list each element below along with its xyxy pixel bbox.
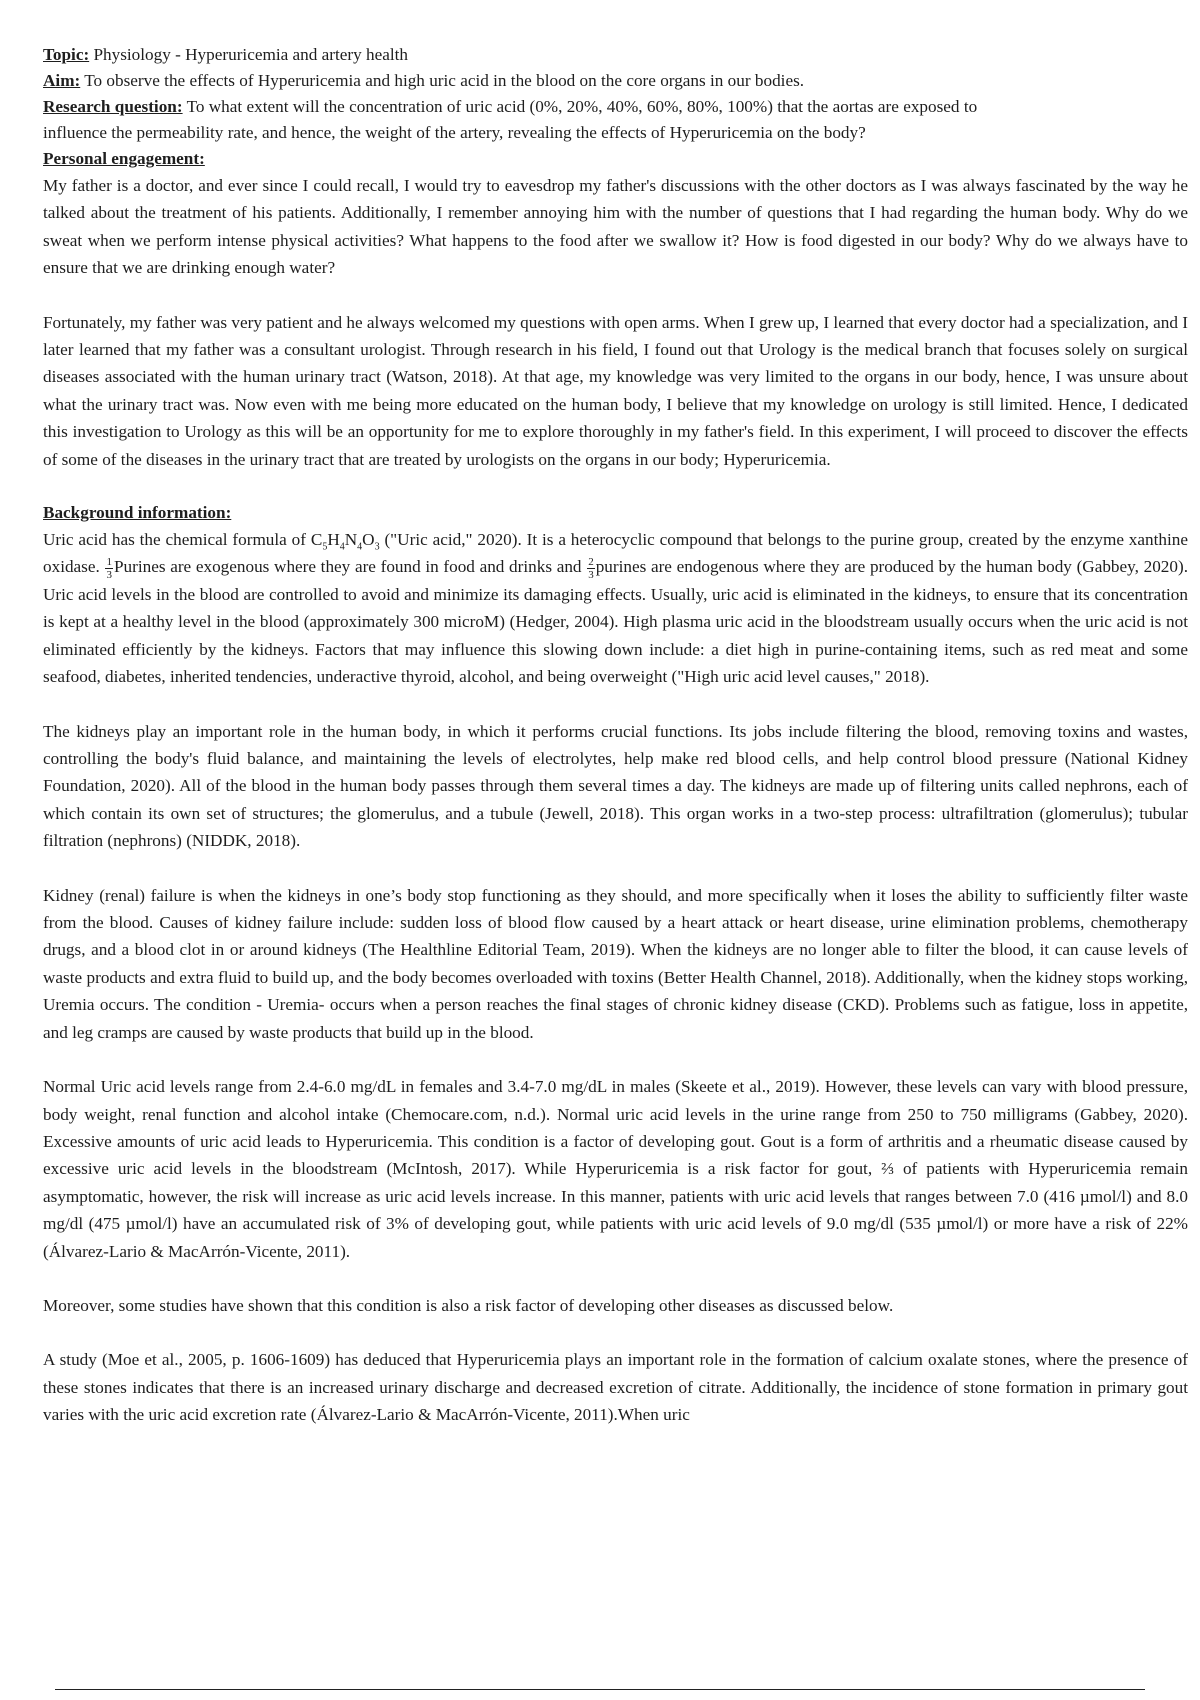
- background-label: Background information:: [43, 503, 232, 523]
- purines-exogenous-text: Purines are exogenous where they are found in food and drinks and: [113, 557, 587, 577]
- aim-label: Aim:: [43, 71, 81, 90]
- formula-sub-h: 4: [339, 541, 345, 553]
- page-bottom-rule: [55, 1689, 1145, 1690]
- personal-engagement-label: Personal engagement:: [43, 149, 205, 168]
- research-question-line: [43, 94, 1188, 146]
- aim-line: [43, 68, 1188, 94]
- background-paragraph-3: Kidney (renal) failure is when the kidneys in one’s body stop functioning as they should, and more specifically when it loses the ability to sufficiently filter waste from the blood. Causes of kidney failure include: sudden loss of blood flow caused by a heart attack or heart disease, urine elimination problems, chemotherapy drugs, and a blood clot in or around kidneys (The Healthline Editorial Team, 2019). When the kidneys are no longer able to filter the blood, it can cause levels of waste products and extra fluid to build up, and the body becomes overloaded with toxins (Better Health Channel, 2018). Additionally, when the kidney stops working, Uremia occurs. The condition - Uremia- occurs when a person reaches the final stages of chronic kidney disease (CKD). Problems such as fatigue, loss in appetite, and leg cramps are caused by waste products that build up in the blood.: [43, 885, 1188, 1042]
- research-question-text-2: influence the permeability rate, and hence, the weight of the artery, revealing the effects of Hyperuricemia on the body?: [43, 123, 866, 142]
- topic-label: Topic:: [43, 45, 90, 64]
- background-paragraph-2: The kidneys play an important role in the human body, in which it performs crucial functions. Its jobs include filtering the blood, removing toxins and wastes, controlling the body's fluid balance, and maintaining the levels of electrolytes, help make red blood cells, and help control blood pressure (National Kidney Foundation, 2020). All of the blood in the human body passes through them several times a day. The kidneys are made up of filtering units called nephrons, each of which contain its own set of structures; the glomerulus, and a tubule (Jewell, 2018). This organ works in a two-step process: ultrafiltration (glomerulus); tubular filtration (nephrons) (NIDDK, 2018).: [43, 721, 1188, 851]
- research-question-label: Research question:: [43, 97, 183, 116]
- uric-acid-description: ("Uric acid," 2020). It is a heterocyclic compound that belongs to the purine group, created by the enzyme xanthine oxidase.: [43, 530, 1188, 577]
- topic-text: Physiology - Hyperuricemia and artery health: [93, 45, 408, 64]
- document-page: [43, 42, 1188, 1429]
- formula-text-n: N: [344, 530, 358, 550]
- formula-sub-o: 3: [374, 541, 380, 553]
- background-paragraph-5: Moreover, some studies have shown that this condition is also a risk factor of developing other diseases as discussed below.: [43, 1295, 894, 1315]
- background-paragraph-6: A study (Moe et al., 2005, p. 1606-1609) has deduced that Hyperuricemia plays an important role in the formation of calcium oxalate stones, where the presence of these stones indicates that there is an increased urinary discharge and decreased excretion of citrate. Additionally, the incidence of stone formation in primary gout varies with the uric acid excretion rate (Álvarez-Lario & MacArrón-Vicente, 2011).When uric: [43, 1350, 1188, 1425]
- purines-endogenous-text: purines are endogenous where they are produced by the human body (Gabbey, 2020). Uric acid levels in the blood are controlled to avoid and minimize its damaging effects. Usually, uric acid is eliminated in the kidneys, to ensure that its concentration is kept at a healthy level in the blood (approximately 300 microM) (Hedger, 2004). High plasma uric acid in the bloodstream usually occurs when the uric acid is not eliminated efficiently by the kidneys. Factors that may influence this slowing down include: a diet high in purine-containing items, such as red meat and some seafood, diabetes, inherited tendencies, underactive thyroid, alcohol, and being overweight ("High uric acid level causes," 2018).: [43, 557, 1188, 687]
- fraction-two-thirds: $\frac{2}{3}$: [588, 556, 594, 582]
- background-heading: [43, 500, 1188, 526]
- personal-engagement-paragraph-1: My father is a doctor, and ever since I could recall, I would try to eavesdrop my father's discussions with the other doctors as I was always fascinated by the way he talked about the treatment of his patients. Additionally, I remember annoying him with the number of questions that I had regarding the human body. Why do we sweat when we perform intense physical activities? What happens to the food after we swallow it? How is food digested in our body? Why do we always have to ensure that we are drinking enough water?: [43, 176, 1188, 278]
- topic-line: [43, 42, 1188, 68]
- formula-sub-n: 4: [357, 541, 363, 553]
- formula-text-h: H: [327, 530, 340, 550]
- personal-engagement-paragraph-2: Fortunately, my father was very patient and he always welcomed my questions with open arms. When I grew up, I learned that every doctor had a specialization, and I later learned that my father was a consultant urologist. Through research in his field, I found out that Urology is the medical branch that focuses solely on surgical diseases associated with the human urinary tract (Watson, 2018). At that age, my knowledge was very limited to the organs in our body, hence, I was unsure about what the urinary tract was. Now even with me being more educated on the human body, I believe that my knowledge on urology is still limited. Hence, I dedicated this investigation to Urology as this will be an opportunity for me to explore thoroughly in my father's field. In this experiment, I will proceed to discover the effects of some of the diseases in the urinary tract that are treated by urologists on the organs in our body; Hyperuricemia.: [43, 312, 1188, 469]
- research-question-text-1: To what extent will the concentration of uric acid (0%, 20%, 40%, 60%, 80%, 100%) that the aortas are exposed to: [186, 97, 978, 116]
- formula-text-o: O: [362, 530, 375, 550]
- personal-engagement-heading: [43, 146, 1188, 172]
- background-paragraph-1: [43, 526, 1188, 691]
- background-paragraph-4: Normal Uric acid levels range from 2.4-6.0 mg/dL in females and 3.4-7.0 mg/dL in males (Skeete et al., 2019). However, these levels can vary with blood pressure, body weight, renal function and alcohol intake (Chemocare.com, n.d.). Normal uric acid levels in the urine range from 250 to 750 milligrams (Gabbey, 2020). Excessive amounts of uric acid leads to Hyperuricemia. This condition is a factor of developing gout. Gout is a form of arthritis and a rheumatic disease caused by excessive uric acid levels in the bloodstream (McIntosh, 2017). While Hyperuricemia is a risk factor for gout, ⅔ of patients with Hyperuricemia remain asymptomatic, however, the risk will increase as uric acid levels increase. In this manner, patients with uric acid levels that ranges between 7.0 (416 µmol/l) and 8.0 mg/dl (475 µmol/l) have an accumulated risk of 3% of developing gout, while patients with uric acid levels of 9.0 mg/dl (535 µmol/l) or more have a risk of 22% (Álvarez-Lario & MacArrón-Vicente, 2011).: [43, 1077, 1188, 1261]
- aim-text: To observe the effects of Hyperuricemia and high uric acid in the blood on the core organs in our bodies.: [84, 71, 805, 90]
- formula-text-c: Uric acid has the chemical formula of C: [43, 530, 323, 550]
- fraction-one-third: $\frac{1}{3}$: [106, 556, 112, 582]
- formula-sub-c: 5: [322, 541, 328, 553]
